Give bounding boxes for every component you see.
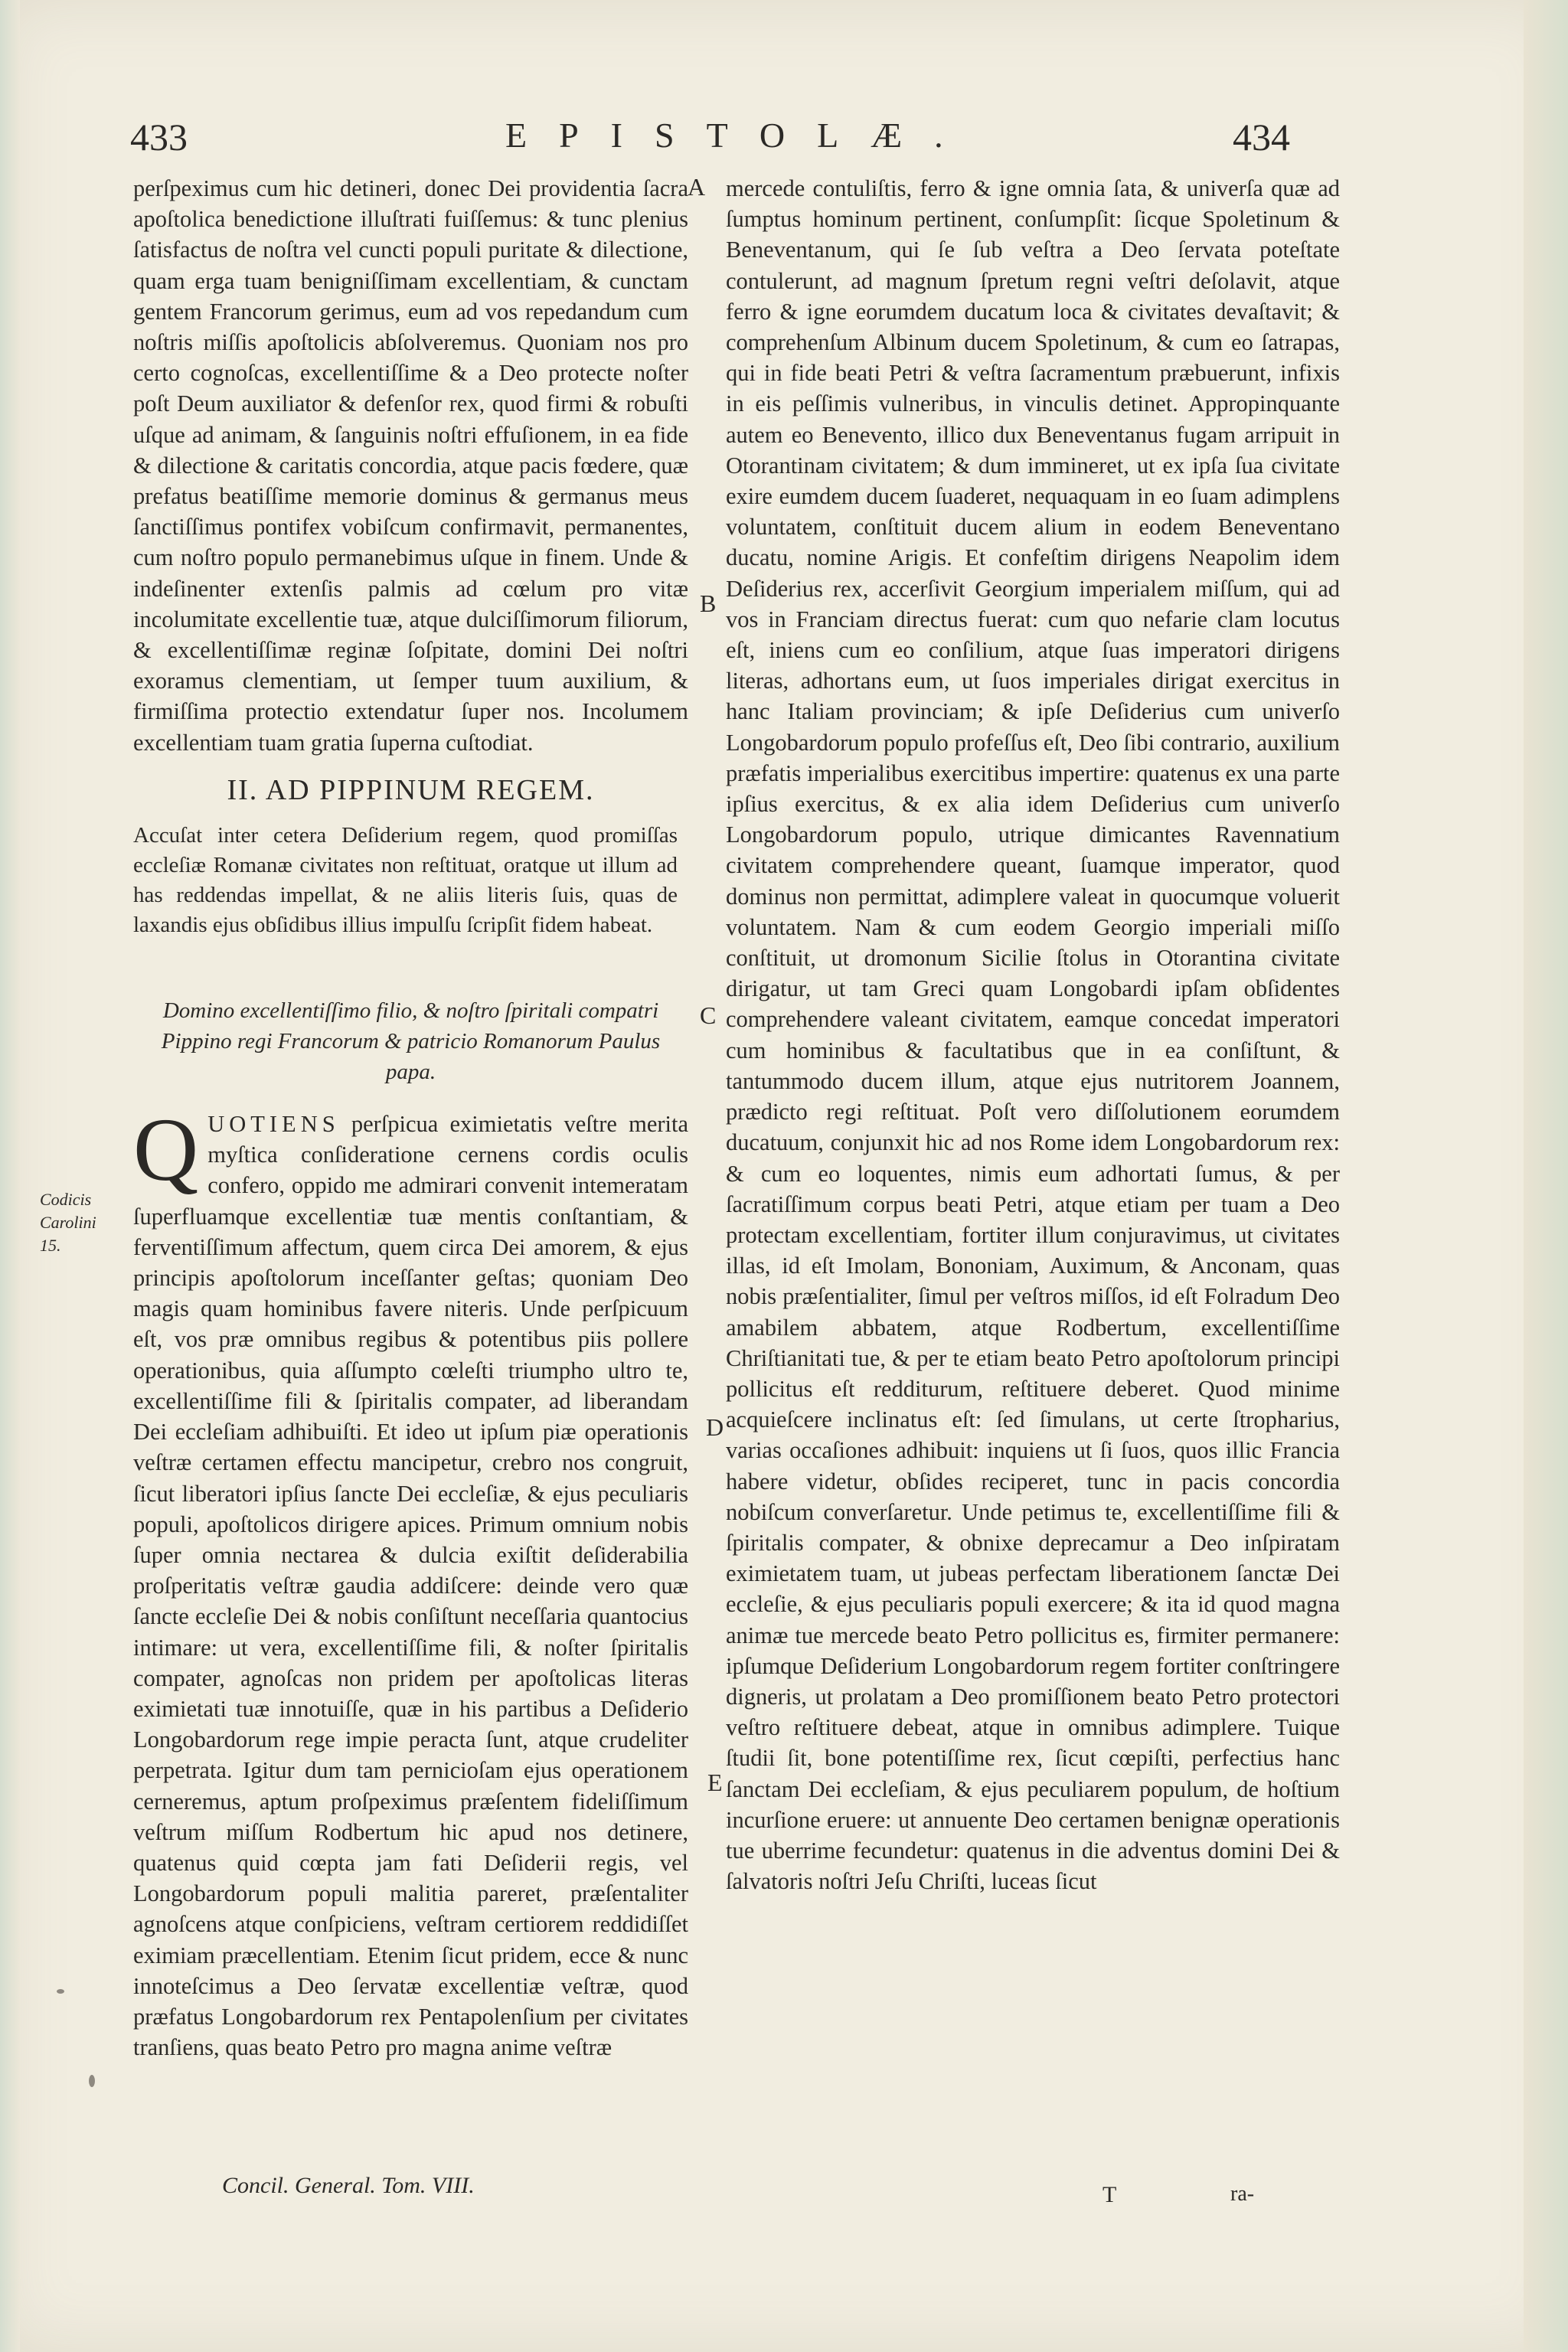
running-title: EPISTOLÆ. bbox=[505, 116, 975, 155]
margin-letter-e: E bbox=[707, 1769, 723, 1796]
left-column bbox=[133, 173, 688, 2063]
right-column bbox=[726, 173, 1340, 1896]
argument-paragraph: Accuſat inter cetera Deſiderium regem, quod promiſſas eccleſiæ Romanæ civitates non reſtituat, oratque ut illum ad has reddendas impellat, & ne aliis literis ſuis, quas de laxandis ejus obſidibus illius impulſu ſcripſit fidem habeat. bbox=[133, 823, 678, 938]
ink-speck bbox=[89, 2075, 95, 2087]
left-page-number: 433 bbox=[130, 116, 188, 158]
margin-letter-c: C bbox=[700, 1001, 717, 1029]
page-edge bbox=[1524, 0, 1568, 2352]
section-heading: II. AD PIPPINUM REGEM. bbox=[227, 773, 595, 806]
drop-cap: Q bbox=[133, 1099, 199, 1200]
letter-body bbox=[133, 1099, 688, 2063]
catchword: ra- bbox=[1230, 2182, 1255, 2206]
volume-footer: Concil. General. Tom. VIII. bbox=[222, 2173, 475, 2198]
opening-small-caps: UOTIENS bbox=[207, 1111, 340, 1138]
margin-note: Codicis Carolini 15. bbox=[40, 1190, 96, 1255]
margin-letter-d: D bbox=[706, 1413, 724, 1441]
letter-text: perſpicua eximietatis veſtre merita myſtica conſideratione cernens cordis oculis confero, oppido me admirari convenit intemeratam ſuperfluamque excellentiæ tuæ mentis conſtantiam, & ferventiſſimum affectum, quem circa Dei amorem, & ejus principis apoſtolorum inceſſanter geſtas; quoniam Deo magis quam hominibus favere niteris. Unde perſpicuum eſt, vos præ omnibus regibus & potentibus piis pollere operationibus, quia aſſumpto cœleſti triumpho ultro te, excellentiſſime fili & ſpiritalis compater, ad liberandam Dei eccleſiam adhibuiſti. Et ideo ut ipſum piæ operationis veſtræ certamen effectu mancipetur, crebro nos congruit, ſicut liberatori ipſius ſancte Dei eccleſiæ, & ejus peculiaris populi, apoſtolicos dirigere apices. Primum omnium nobis ſuper omnia nectarea & dulcia exiſtit deſiderabilia proſperitatis veſtræ gaudia addiſcere: deinde vero quæ ſancte eccleſie Dei & nobis conſiſtunt neceſſaria quantocius intimare: ut vera, excellentiſſime fili, & noſter ſpiritalis compater, agnoſcas non pridem per apoſtolicas literas eximietati tuæ innotuiſſe, quæ in his partibus a Deſiderio Longobardorum rege impie peracta ſunt, atque crudeliter perpetrata. Igitur dum tam pernicioſam ejus operationem cerneremus, aptum proſpeximus præſentem fideliſſimum veſtrum miſſum Rodbertum hic apud nos detinere, quatenus quid cœpta jam fati Deſiderii regis, vel Longobardorum populi malitia pareret, præſentaliter agnoſcens atque conſpiciens, veſtram certiorem reddidiſſet eximiam præcellentiam. Etenim ſicut pridem, ecce & nunc innoteſcimus a Deo ſervatæ excellentiæ veſtræ, quod præfatus Longobardorum rex Pentapolenſium per civitates tranſiens, quas beato Petro pro magna anime veſtræ bbox=[133, 1111, 688, 2061]
page-gutter bbox=[0, 0, 20, 2352]
margin-letter-a: A bbox=[688, 173, 706, 201]
salutation: Domino excellentiſſimo filio, & noſtro ſpiritali compatri Pippino regi Francorum & patricio Romanorum Paulus papa. bbox=[161, 998, 661, 1085]
signature-mark: T bbox=[1102, 2182, 1117, 2207]
continuation-paragraph: perſpeximus cum hic detineri, donec Dei providentia ſacra apoſtolica benedictione illuſtrati fuiſſemus: & tunc plenius ſatisfactus de noſtra vel cuncti populi puritate & dilectione, quam erga tuam benigniſſimam excellentiam, & cunctam gentem Francorum gerimus, eum ad vos repedandum cum noſtris miſſis apoſtolicis abſolveremus. Quoniam nos pro certo cognoſcas, excellentiſſime & a Deo protecte noſter poſt Deum auxiliator & defenſor rex, quod firmi & robuſti uſque ad animam, & ſanguinis noſtri effuſionem, in ea fide & dilectione & caritatis concordia, atque pacis fœdere, quæ prefatus beatiſſime memorie dominus & germanus meus ſanctiſſimus pontifex vobiſcum confirmavit, permanentes, cum noſtro populo permanebimus uſque in finem. Unde & indeſinenter extenſis palmis ad cœlum pro vitæ incolumitate excellentie tuæ, atque dulciſſimorum filiorum, & excellentiſſimæ reginæ ſoſpitate, domini Dei noſtri exoramus clementiam, ut ſemper tuum auxilium, & firmiſſima protectio extendatur ſuper nos. Incolumem excellentiam tuam gratia ſuperna cuſtodiat. bbox=[133, 175, 688, 756]
margin-letter-b: B bbox=[700, 590, 717, 617]
right-page-number: 434 bbox=[1233, 116, 1290, 158]
ink-speck bbox=[57, 1989, 64, 1994]
right-column-text: mercede contuliſtis, ferro & igne omnia ſata, & univerſa quæ ad ſumptus hominum pertinent, conſumpſit: ſicque Spoletinum & Beneventanum, qui ſe ſub veſtra a Deo ſervata poteſtate contulerunt, ad magnum ſpretum regni veſtri deſolavit, atque ferro & igne eorumdem ducatum loca & civitates devaſtavit; & comprehenſum Albinum ducem Spoletinum, & cum eo ſatrapas, qui in fide beati Petri & veſtra ſacramentum præbuerunt, infixis in eis peſſimis vulneribus, in vinculis detinet. Appropinquante autem eo Benevento, illico dux Beneventanus fugam arripuit in Otorantinam civitatem; & dum immineret, ut ex ipſa ſua civitate exire eumdem ducem ſuaderet, nequaquam in eo ſuam adimplens voluntatem, conſtituit ducem alium in eodem Beneventano ducatu, nomine Arigis. Et confeſtim dirigens Neapolim idem Deſiderius rex, accerſivit Georgium imperialem miſſum, qui ad vos in Franciam directus fuerat: cum quo nefarie clam locutus eſt, iniens cum eo conſilium, atque ſuas imperatori dirigens literas, adhortans eum, ut ſuos imperiales dirigat exercitus in hanc Italiam provinciam; & ipſe Deſiderius cum univerſo Longobardorum populo profeſſus eſt, Deo ſibi contrario, auxilium præfatis imperialibus exercitibus impertire: quatenus ex una parte ipſius exercitus, & ex alia idem Deſiderius cum univerſo Longobardorum populo, utrique dimicantes Ravennatium civitatem comprehendere queant, ſuamque imperator, quod dominus non permittat, adimplere valeat in quocumque voluerit voluntatem. Nam & cum eodem Georgio imperiali miſſo conſtituit, ut dromonum Sicilie ſtolus in Otorantina civitate dirigatur, ut tam Greci quam Longobardi ipſam obſidentes comprehendere valeant civitatem, eamque concedat imperatori cum hominibus & facultatibus que in ea conſiſtunt, & tantummodo ducem illum, atque ejus nutritorem Joannem, prædicto regi reſtituat. Poſt vero diſſolutionem eorumdem ducatuum, conjunxit hic ad nos Rome idem Longobardorum rex: & cum eo loquentes, nimis eum adhortati ſumus, & per ſacratiſſimum corpus beati Petri, atque etiam per tuam a Deo protectam excellentiam, fortiter illum conjuravimus, ut civitates illas, id eſt Imolam, Bononiam, Auximum, & Anconam, quas nobis præſentialiter, ſimul per veſtros miſſos, id eſt Folradum Deo amabilem abbatem, atque Rodbertum, excellentiſſime Chriſtianitati tue, & per te etiam beato Petro apoſtolorum principi pollicitus eſt redditurum, reſtituere deberet. Quod minime acquieſcere inclinatus eſt: ſed ſimulans, ut certe ſtropharius, varias occaſiones adhibuit: inquiens ut ſi ſuos, quos illic Francia habere videtur, obſides reciperet, tunc in pacis concordia nobiſcum converſaretur. Unde petimus te, excellentiſſime fili & ſpiritalis compater, & obnixe deprecamur a Deo inſpiratam eximietatem tuam, ut jubeas perfectam liberationem ſanctæ Dei eccleſie, & ejus peculiaris populi exercere; & ita id quod magna animæ tue mercede beato Petro pollicitus es, firmiter permanere: ipſumque Deſiderium Longobardorum regem fortiter conſtringere digneris, ut prolatam a Deo promiſſionem beato Petro protectori veſtro reſtituere debeat, atque in omnibus adimplere. Tuique ſtudii ſit, bone potentiſſime rex, ſicut cœpiſti, perfectius hanc ſanctam Dei eccleſiam, & ejus peculiarem populum, de hoſtium incurſione eruere: ut annuente Deo certamen benignæ operationis tue uberrime fecundetur: quatenus in die adventus domini Dei & ſalvatoris noſtri Jeſu Chriſti, luceas ſicut bbox=[726, 175, 1340, 1895]
